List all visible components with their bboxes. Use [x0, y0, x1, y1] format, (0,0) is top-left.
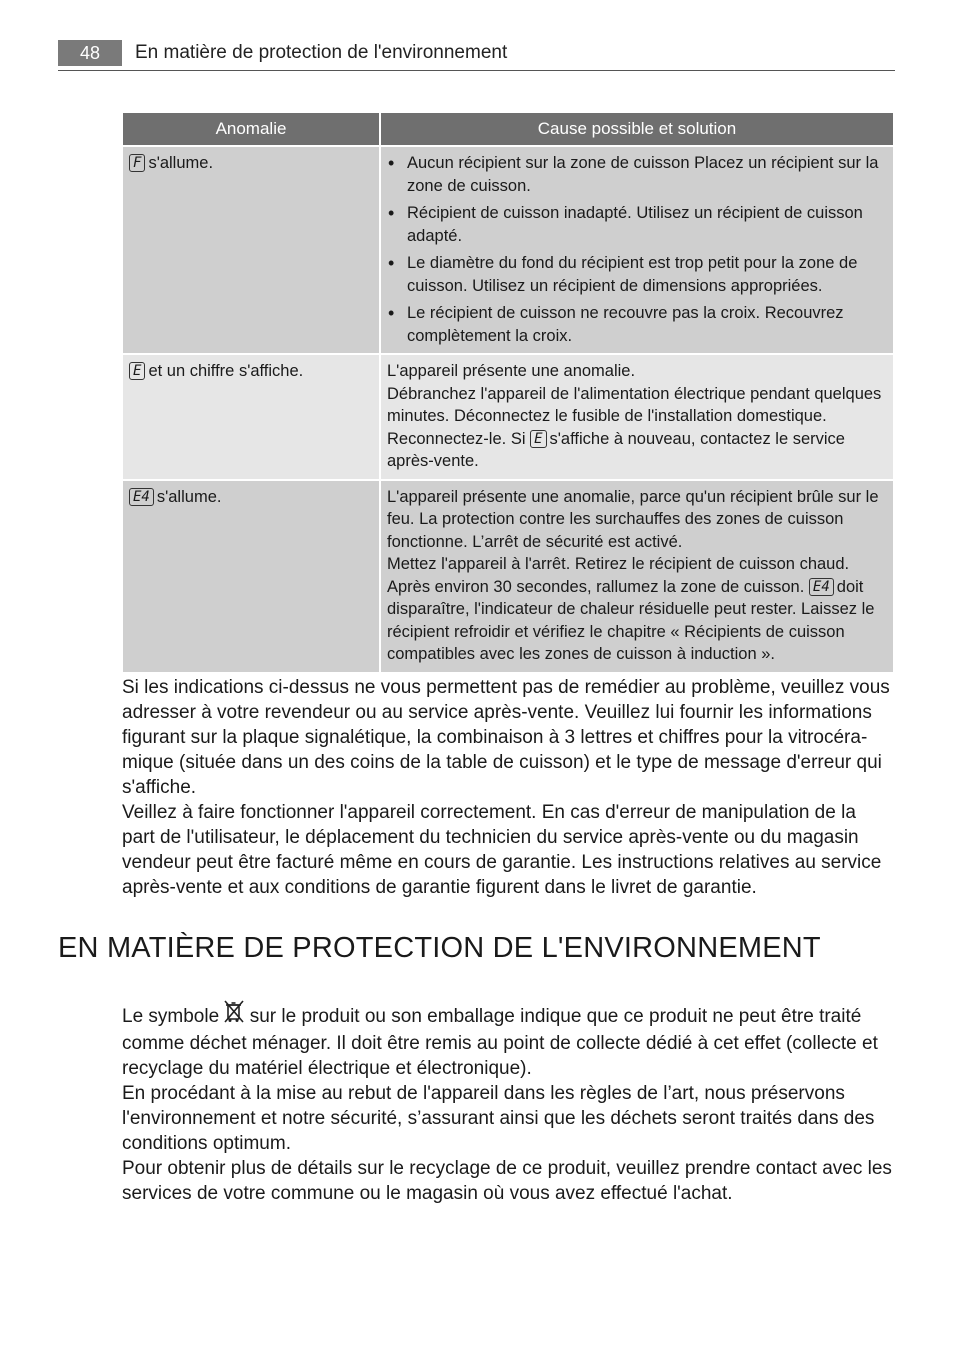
after-table-text	[122, 675, 892, 900]
display-symbol: E4	[129, 488, 154, 506]
display-symbol: E4	[809, 578, 834, 596]
page-header	[58, 40, 895, 71]
solution-list	[387, 152, 886, 347]
display-symbol: F	[129, 154, 145, 172]
paragraph: Si les indications ci-dessus ne vous permettent pas de remédier au problème, veuillez vous adresser à votre revendeur ou au service après-vente. Veuillez lui fournir les informations figurant sur la plaque signalétique, la combinaison à 3 lettres et chiffres pour la vitrocéramique (située dans un des coins de la table de cuisson) et le type de message d'erreur qui s'affiche.	[122, 677, 890, 798]
list-item: • Aucun récipient sur la zone de cuisson Placez un récipient sur la zone de cuisson.	[407, 152, 886, 197]
paragraph: Pour obtenir plus de détails sur le recyclage de ce produit, veuillez prendre contact avec les services de votre commune ou le magasin où vous avez effectué l'achat.	[122, 1158, 892, 1204]
display-symbol: E	[530, 430, 546, 448]
list-item: • Le diamètre du fond du récipient est trop petit pour la zone de cuisson. Utilisez un récipient de dimensions appropriées.	[407, 252, 886, 297]
list-item: • Le récipient de cuisson ne recouvre pas la croix. Recouvrez complètement la croix.	[407, 302, 886, 347]
paragraph-text: sur le produit ou son emballage indique que ce produit ne peut être traité comme déchet ménager. Il doit être remis au point de collecte dédié à cet effet (collecte et recyclage du matériel électrique et électronique).	[122, 1006, 878, 1079]
paragraph	[122, 1000, 892, 1081]
anomaly-text: s'allume.	[148, 154, 214, 172]
crossed-bin-icon	[224, 1000, 244, 1031]
table-row	[123, 481, 893, 672]
running-title: En matière de protection de l'environnement	[135, 42, 508, 63]
solution-text: Débranchez l'appareil de l'alimentation électrique pendant quelques minutes. Déconnectez le fusible de l'installation domestique. Reconnectez-le. Si	[387, 384, 882, 448]
solution-line: L'appareil présente une anomalie.	[387, 362, 636, 380]
paragraph: Veillez à faire fonctionner l'appareil correctement. En cas d'erreur de manipulation de la part de l'utilisateur, le déplacement du technicien du service après-vente ou du magasin vendeur peut être facturé même en cours de garantie. Les instructions relatives au service après-vente et aux conditions de garantie figurent dans le livret de garantie.	[122, 802, 882, 898]
solution-cell	[381, 355, 893, 479]
solution-line: L'appareil présente une anomalie, parce qu'un récipient brûle sur le feu. La protection contre les surchauffes des zones de cuisson fonctionne. L’arrêt de sécurité est activé.	[387, 487, 879, 551]
table-header-row	[123, 113, 893, 145]
col-header-cause: Cause possible et solution	[381, 113, 893, 145]
anomaly-text: et un chiffre s'affiche.	[148, 362, 304, 380]
list-item: • Récipient de cuisson inadapté. Utilisez un récipient de cuisson adapté.	[407, 202, 886, 247]
display-symbol: E	[129, 362, 145, 380]
solution-line	[387, 553, 886, 666]
col-header-anomalie: Anomalie	[123, 113, 379, 145]
environment-text	[122, 1000, 892, 1206]
section-title: EN MATIÈRE DE PROTECTION DE L'ENVIRONNEMENT	[58, 932, 821, 964]
anomaly-cell	[123, 355, 379, 479]
troubleshooting-table	[121, 111, 895, 674]
table-row	[123, 355, 893, 479]
page-number: 48	[58, 40, 122, 66]
solution-cell	[381, 147, 893, 353]
table-row	[123, 147, 893, 353]
solution-line	[387, 383, 886, 473]
solution-cell	[381, 481, 893, 672]
solution-text: Mettez l'appareil à l'arrêt. Retirez le récipient de cuisson chaud. Après environ 30 secondes, rallumez la zone de cuisson.	[387, 555, 850, 596]
solution-text: s'affiche à nouveau, contactez le service après-vente.	[387, 429, 845, 470]
anomaly-cell	[123, 481, 379, 672]
solution-text: doit disparaître, l'indicateur de chaleur résiduelle peut rester. Laissez le récipient refroidir et vérifiez le chapitre « Récipients de cuisson compatibles avec les zones de cuisson à induction ».	[387, 577, 875, 663]
paragraph-text: Le symbole	[122, 1006, 220, 1027]
anomaly-cell	[123, 147, 379, 353]
paragraph: En procédant à la mise au rebut de l'appareil dans les règles de l’art, nous préservons l'environnement et notre sécurité, s’assurant ainsi que les déchets seront traités dans des conditions optimum.	[122, 1083, 875, 1154]
anomaly-text: s'allume.	[156, 487, 222, 506]
